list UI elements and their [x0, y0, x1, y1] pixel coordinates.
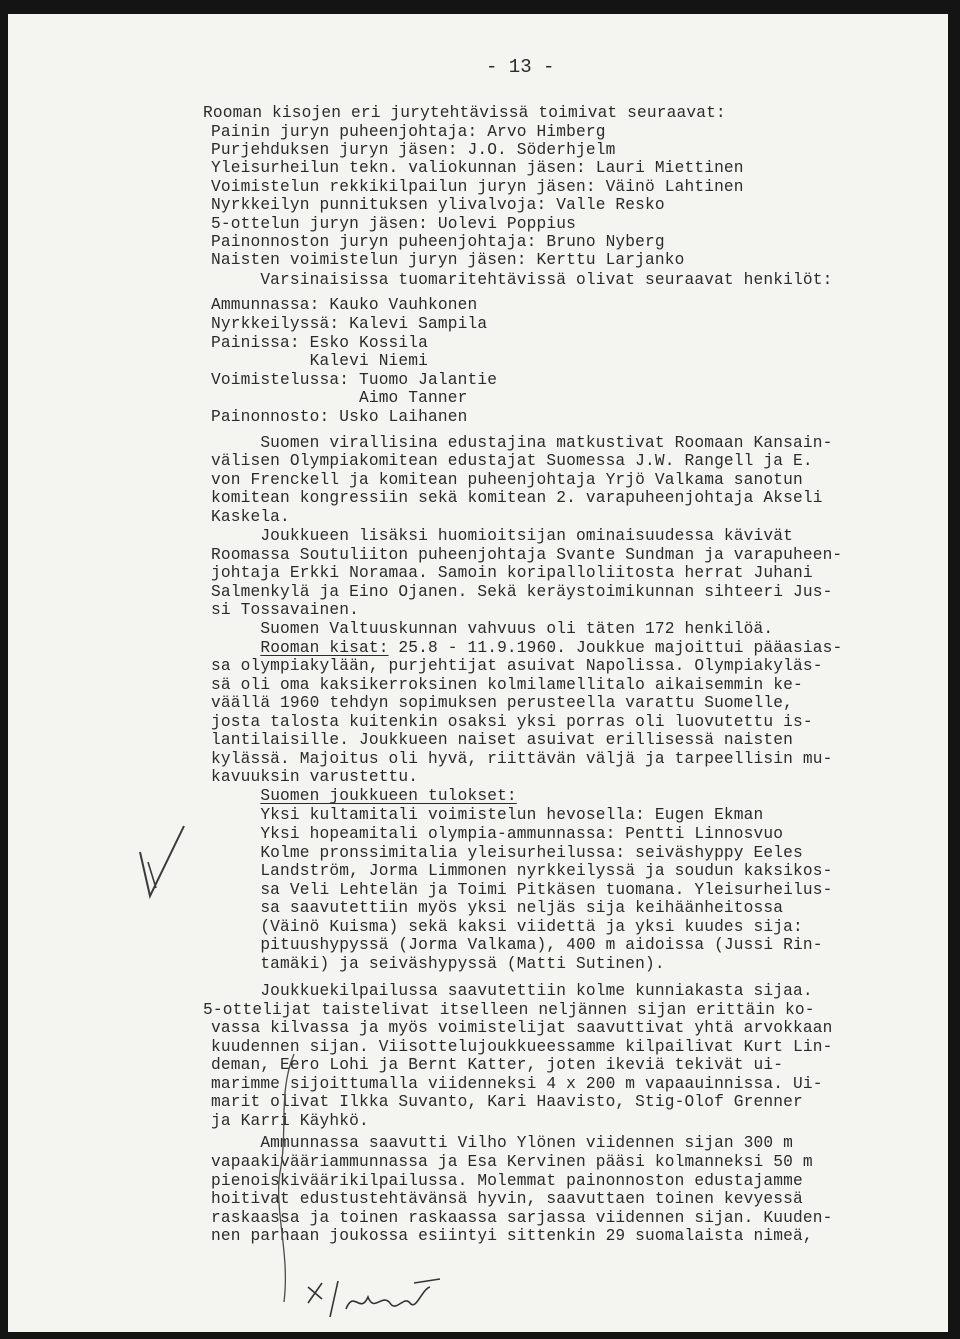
text-line: Nyrkkeilyssä: Kalevi Sampila — [211, 315, 488, 333]
text-line: Yksi hopeamitali olympia-ammunnassa: Pentti Linnosvuo — [211, 825, 784, 843]
text-line: Purjehduksen juryn jäsen: J.O. Söderhjelm — [211, 141, 616, 159]
text-line: 5-ottelun juryn jäsen: Uolevi Poppius — [211, 215, 576, 233]
document-page — [8, 14, 948, 1332]
text-line: vapaakivääriammunnassa ja Esa Kervinen pääsi kolmanneksi 50 m — [211, 1153, 813, 1171]
text-line: josta talosta kuitenkin osaksi yksi porras oli luovutettu is- — [211, 713, 813, 731]
text-line: välisen Olympiakomitean edustajat Suomessa J.W. Rangell ja E. — [211, 452, 813, 470]
text-line: ja Karri Käyhkö. — [211, 1112, 369, 1130]
text-line: kuudennen sijan. Viisottelujoukkueessamme kilpailivat Kurt Lin- — [211, 1038, 833, 1056]
text-line: nen parhaan joukossa esiintyi sittenkin 29 suomalaista nimeä, — [211, 1227, 813, 1245]
text-line: Joukkueen lisäksi huomioitsijan ominaisuudessa kävivät — [211, 527, 793, 545]
text-line: pituushypyssä (Jorma Valkama), 400 m aidoissa (Jussi Rin- — [211, 936, 823, 954]
text-line: Joukkuekilpailussa saavutettiin kolme kunniakasta sijaa. — [211, 982, 813, 1000]
text-line: Kalevi Niemi — [211, 352, 429, 370]
handwritten-bracket — [270, 1052, 300, 1304]
text-line: Voimistelun rekkikilpailun juryn jäsen: Väinö Lahtinen — [211, 178, 744, 196]
text-line: 5-ottelijat taistelivat itselleen neljännen sijan erittäin ko- — [203, 1001, 815, 1019]
text-line: Painonnoston juryn puheenjohtaja: Bruno Nyberg — [211, 233, 665, 251]
text-line: komitean kongressiin sekä komitean 2. varapuheenjohtaja Akseli — [211, 489, 823, 507]
underlined-heading: Rooman kisat: — [260, 639, 389, 657]
text-line: Salmenkylä ja Eino Ojanen. Sekä keräystoimikunnan sihteeri Jus- — [211, 583, 833, 601]
text-line: hoitivat edustustehtävänsä hyvin, saavuttaen toinen kevyessä — [211, 1190, 803, 1208]
text-line: Suomen Valtuuskunnan vahvuus oli täten 172 henkilöä. — [211, 620, 774, 638]
text-line: Painin juryn puheenjohtaja: Arvo Himberg — [211, 123, 606, 141]
text-line: si Tossavainen. — [211, 601, 359, 619]
text-line: sä oli oma kaksikerroksinen kolmilamellitalo aikaisemmin ke- — [211, 676, 803, 694]
text-line: Yksi kultamitali voimistelun hevosella: Eugen Ekman — [211, 806, 764, 824]
text-line: Yleisurheilun tekn. valiokunnan jäsen: Lauri Miettinen — [211, 159, 744, 177]
handwritten-signature — [304, 1269, 444, 1329]
text-line: sa olympiakylään, purjehtijat asuivat Napolissa. Olympiakyläs- — [211, 657, 823, 675]
margin-check-mark — [126, 822, 188, 902]
text-line: raskaassa ja toinen raskaassa sarjassa viidennen sijan. Kuuden- — [211, 1209, 833, 1227]
text-line: vassa kilvassa ja myös voimistelijat saavuttivat yhtä arvokkaan — [211, 1019, 833, 1037]
text-line: johtaja Erkki Noramaa. Samoin koripalloliitosta herrat Juhani — [211, 564, 813, 582]
text-line: Painissa: Esko Kossila — [211, 334, 429, 352]
text-line: Voimistelussa: Tuomo Jalantie — [211, 371, 498, 389]
page-number: - 13 - — [486, 56, 555, 78]
text-line: marit olivat Ilkka Suvanto, Kari Haavisto, Stig-Olof Grenner — [211, 1093, 803, 1111]
text-line: Kolme pronssimitalia yleisurheilussa: seiväshyppy Eeles — [211, 844, 803, 862]
text-line: Rooman kisojen eri jurytehtävissä toimivat seuraavat: — [203, 104, 726, 122]
text-line: kavuuksin varustettu. — [211, 768, 419, 786]
text-line: Kaskela. — [211, 508, 290, 526]
text-line: Painonnosto: Usko Laihanen — [211, 408, 468, 426]
text-line: Rooman kisat: 25.8 - 11.9.1960. Joukkue majoittui pääasias- — [260, 639, 843, 657]
text-line: marimme sijoittumalla viidenneksi 4 x 200 m vapaauinnissa. Ui- — [211, 1075, 823, 1093]
text-line: Naisten voimistelun juryn jäsen: Kerttu Larjanko — [211, 251, 685, 269]
text-line: sa Veli Lehtelän ja Toimi Pitkäsen tuomana. Yleisurheilus- — [211, 881, 833, 899]
text-line: Varsinaisissa tuomaritehtävissä olivat seuraavat henkilöt: — [211, 271, 833, 289]
text-line: von Frenckell ja komitean puheenjohtaja Yrjö Valkama sanotun — [211, 471, 803, 489]
text-line: Nyrkkeilyn punnituksen ylivalvoja: Valle Resko — [211, 196, 665, 214]
text-line — [211, 787, 517, 806]
text-line: tamäki) ja seiväshypyssä (Matti Sutinen). — [211, 955, 665, 973]
text-line: lantilaisille. Joukkueen naiset asuivat erillisessä naisten — [211, 731, 793, 749]
text-line: Roomassa Soutuliiton puheenjohtaja Svante Sundman ja varapuheen- — [211, 546, 843, 564]
underlined-heading: Suomen joukkueen tulokset: — [260, 787, 517, 805]
text-line: sa saavutettiin myös yksi neljäs sija keihäänheitossa — [211, 899, 784, 917]
text-line: Ammunnassa saavutti Vilho Ylönen viidennen sijan 300 m — [211, 1134, 793, 1152]
text-line: Ammunnassa: Kauko Vauhkonen — [211, 296, 478, 314]
text-line: pienoiskiväärikilpailussa. Molemmat painonnoston edustajamme — [211, 1172, 803, 1190]
text-line: väällä 1960 tehdyn sopimuksen perusteella varattu Suomelle, — [211, 694, 793, 712]
text-line: deman, Eero Lohi ja Bernt Katter, joten ikeviä tekivät ui- — [211, 1056, 784, 1074]
text-line: Landström, Jorma Limmonen nyrkkeilyssä ja soudun kaksikos- — [211, 862, 833, 880]
text-line: (Väinö Kuisma) sekä kaksi viidettä ja yksi kuudes sija: — [211, 918, 803, 936]
text-line: Aimo Tanner — [211, 389, 468, 407]
text-line: Suomen virallisina edustajina matkustivat Roomaan Kansain- — [211, 434, 833, 452]
text-line: kylässä. Majoitus oli hyvä, riittävän väljä ja tarpeellisin mu- — [211, 750, 833, 768]
